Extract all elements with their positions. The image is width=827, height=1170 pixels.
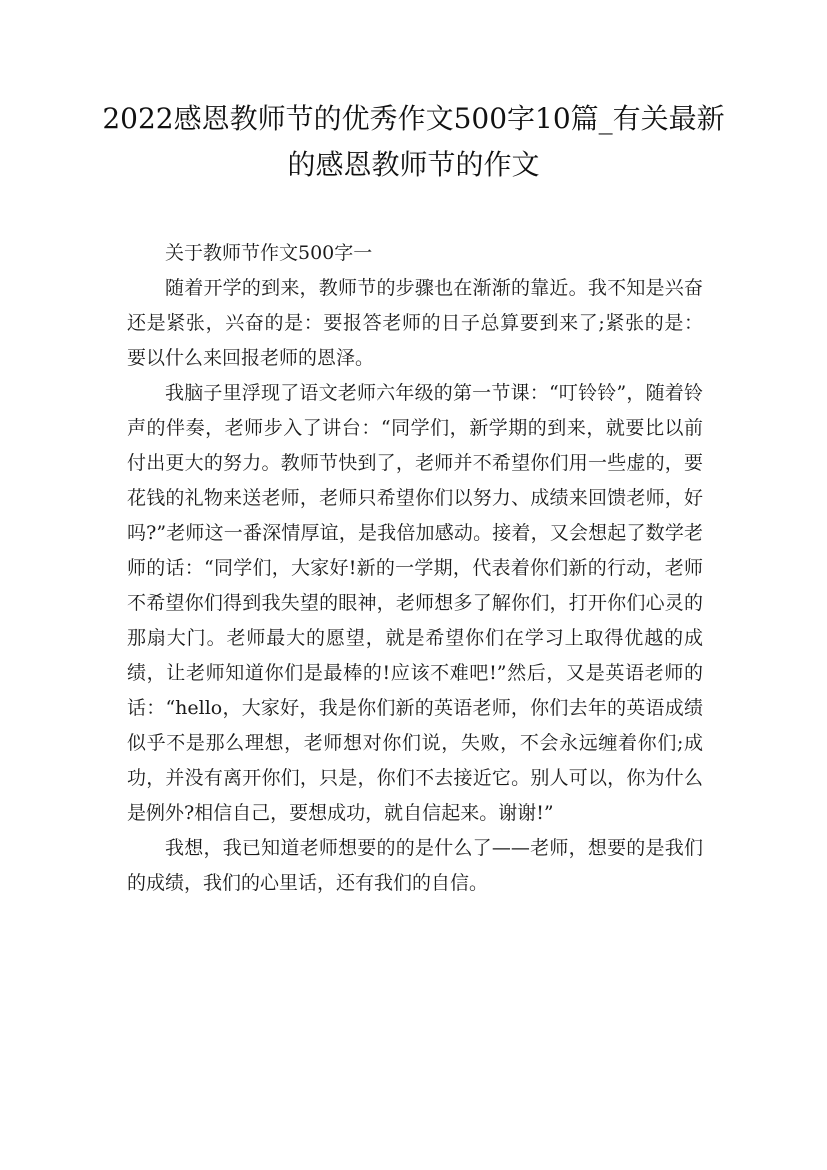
- section-heading: 关于教师节作文500字一: [165, 242, 373, 264]
- paragraph-2: 我脑子里浮现了语文老师六年级的第一节课：“叮铃铃”，随着铃声的伴奏，老师步入了讲台：“同学们，新学期的到来，就要比以前付出更大的努力。教师节快到了，老师并不希望你们用一些虚的，要花钱的礼物来送老师，老师只希望你们以努力、成绩来回馈老师，好吗?”老师这一番深情厚谊，是我倍加感动。接着，又会想起了数学老师的话：“同学们，大家好!新的一学期，代表着你们新的行动，老师不希望你们得到我失望的眼神，老师想多了解你们，打开你们心灵的那扇大门。老师最大的愿望，就是希望你们在学习上取得优越的成绩，让老师知道你们是最棒的!应该不难吧!”然后，又是英语老师的话：“hello，大家好，我是你们新的英语老师，你们去年的英语成绩似乎不是那么理想，老师想对你们说，失败，不会永远缠着你们;成功，并没有离开你们，只是，你们不去接近它。别人可以，你为什么是例外?相信自己，要想成功，就自信起来。谢谢!”: [127, 382, 703, 824]
- paragraph-1: 随着开学的到来，教师节的步骤也在渐渐的靠近。我不知是兴奋还是紧张，兴奋的是：要报答老师的日子总算要到来了;紧张的是：要以什么来回报老师的恩泽。: [127, 277, 703, 369]
- document-title: 2022感恩教师节的优秀作文500字10篇_有关最新的感恩教师节的作文: [102, 102, 725, 181]
- paragraph-3: 我想，我已知道老师想要的的是什么了——老师，想要的是我们的成绩，我们的心里话，还有我们的自信。: [127, 837, 703, 894]
- document-body: [127, 236, 703, 901]
